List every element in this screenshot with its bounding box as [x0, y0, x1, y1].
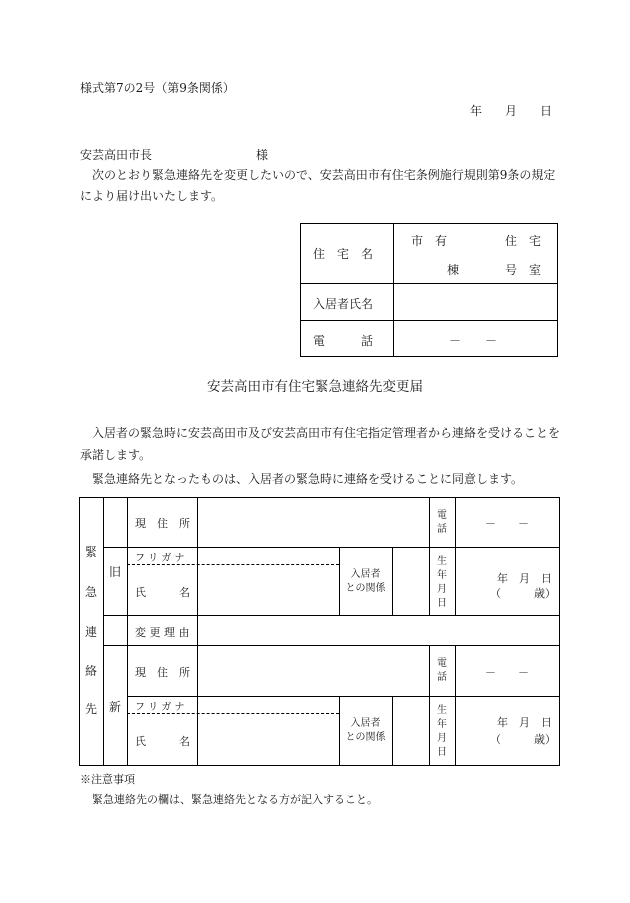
honorific: 様 [256, 148, 269, 162]
new-birth-label-4: 日 [437, 747, 447, 758]
old-birth-label-3: 月 [437, 584, 447, 595]
new-name-label: 氏 名 [135, 735, 190, 748]
old-relation-label-1: 入居者 [350, 569, 381, 580]
old-address-label: 現 住 所 [135, 517, 190, 530]
old-relation-label-2: との関係 [345, 583, 386, 594]
new-birth-label-1: 生 [437, 705, 447, 716]
consent-para-1-line-2: 承諾します。 [80, 448, 152, 462]
resident-name-label: 入居者氏名 [313, 297, 374, 311]
new-furigana-label: フ リ ガ ナ [135, 702, 185, 713]
old-label: 旧 [108, 565, 121, 579]
old-age-value: （ 歳） [490, 587, 556, 600]
old-birth-label-1: 生 [437, 556, 447, 567]
side-label-char-4: 絡 [84, 664, 97, 678]
side-label-char-1: 緊 [84, 545, 97, 559]
room-label: 号 室 [505, 263, 542, 277]
applicant-phone-value: － － [449, 334, 498, 348]
intro-line-1: 次のとおり緊急連絡先を変更したいので、安芸高田市有住宅条例施行規則第9条の規定 [92, 168, 556, 182]
new-phone-value: － － [485, 666, 529, 679]
document-title: 安芸高田市有住宅緊急連絡先変更届 [207, 379, 423, 395]
date-month-label: 月 [505, 104, 518, 118]
consent-para-2: 緊急連絡先となったものは、入居者の緊急時に連絡を受けることに同意します。 [92, 472, 524, 486]
form-number: 様式第7の2号（第9条関係） [80, 81, 235, 95]
old-furigana-label: フ リ ガ ナ [135, 553, 185, 564]
old-phone-value: － － [485, 517, 529, 530]
new-relation-label-2: との関係 [345, 732, 386, 743]
new-phone-label-2: 話 [437, 672, 447, 683]
old-name-label: 氏 名 [135, 586, 190, 599]
notes-body: 緊急連絡先の欄は、緊急連絡先となる方が記入すること。 [92, 793, 378, 806]
old-birth-label-2: 年 [437, 570, 447, 581]
housing-suffix-label: 住 宅 [505, 234, 542, 248]
date-day-label: 日 [540, 104, 553, 118]
applicant-phone-label: 電 話 [313, 334, 374, 348]
old-birth-label-4: 日 [437, 598, 447, 609]
new-relation-label-1: 入居者 [350, 718, 381, 729]
old-birth-value: 年 月 日 [497, 572, 552, 585]
building-label: 棟 [447, 263, 460, 277]
old-phone-label-1: 電 [437, 510, 447, 521]
change-reason-label: 変 更 理 由 [135, 626, 190, 639]
housing-city-label: 市 有 [411, 234, 448, 248]
intro-line-2: により届け出いたします。 [80, 189, 224, 203]
housing-name-label: 住 宅 名 [313, 247, 374, 261]
consent-para-1-line-1: 入居者の緊急時に安芸高田市及び安芸高田市有住宅指定管理者から連絡を受けることを [92, 426, 561, 440]
side-label-char-5: 先 [84, 702, 97, 716]
new-birth-value: 年 月 日 [497, 716, 552, 729]
new-age-value: （ 歳） [490, 733, 556, 746]
notes-heading: ※注意事項 [80, 773, 135, 786]
new-birth-label-2: 年 [437, 719, 447, 730]
recipient: 安芸高田市長 [80, 148, 153, 162]
new-birth-label-3: 月 [437, 733, 447, 744]
new-address-label: 現 住 所 [135, 666, 190, 679]
date-year-label: 年 [470, 104, 483, 118]
new-phone-label-1: 電 [437, 658, 447, 669]
side-label-char-2: 急 [84, 585, 97, 599]
new-label: 新 [108, 700, 121, 714]
old-phone-label-2: 話 [437, 524, 447, 535]
side-label-char-3: 連 [84, 625, 97, 639]
